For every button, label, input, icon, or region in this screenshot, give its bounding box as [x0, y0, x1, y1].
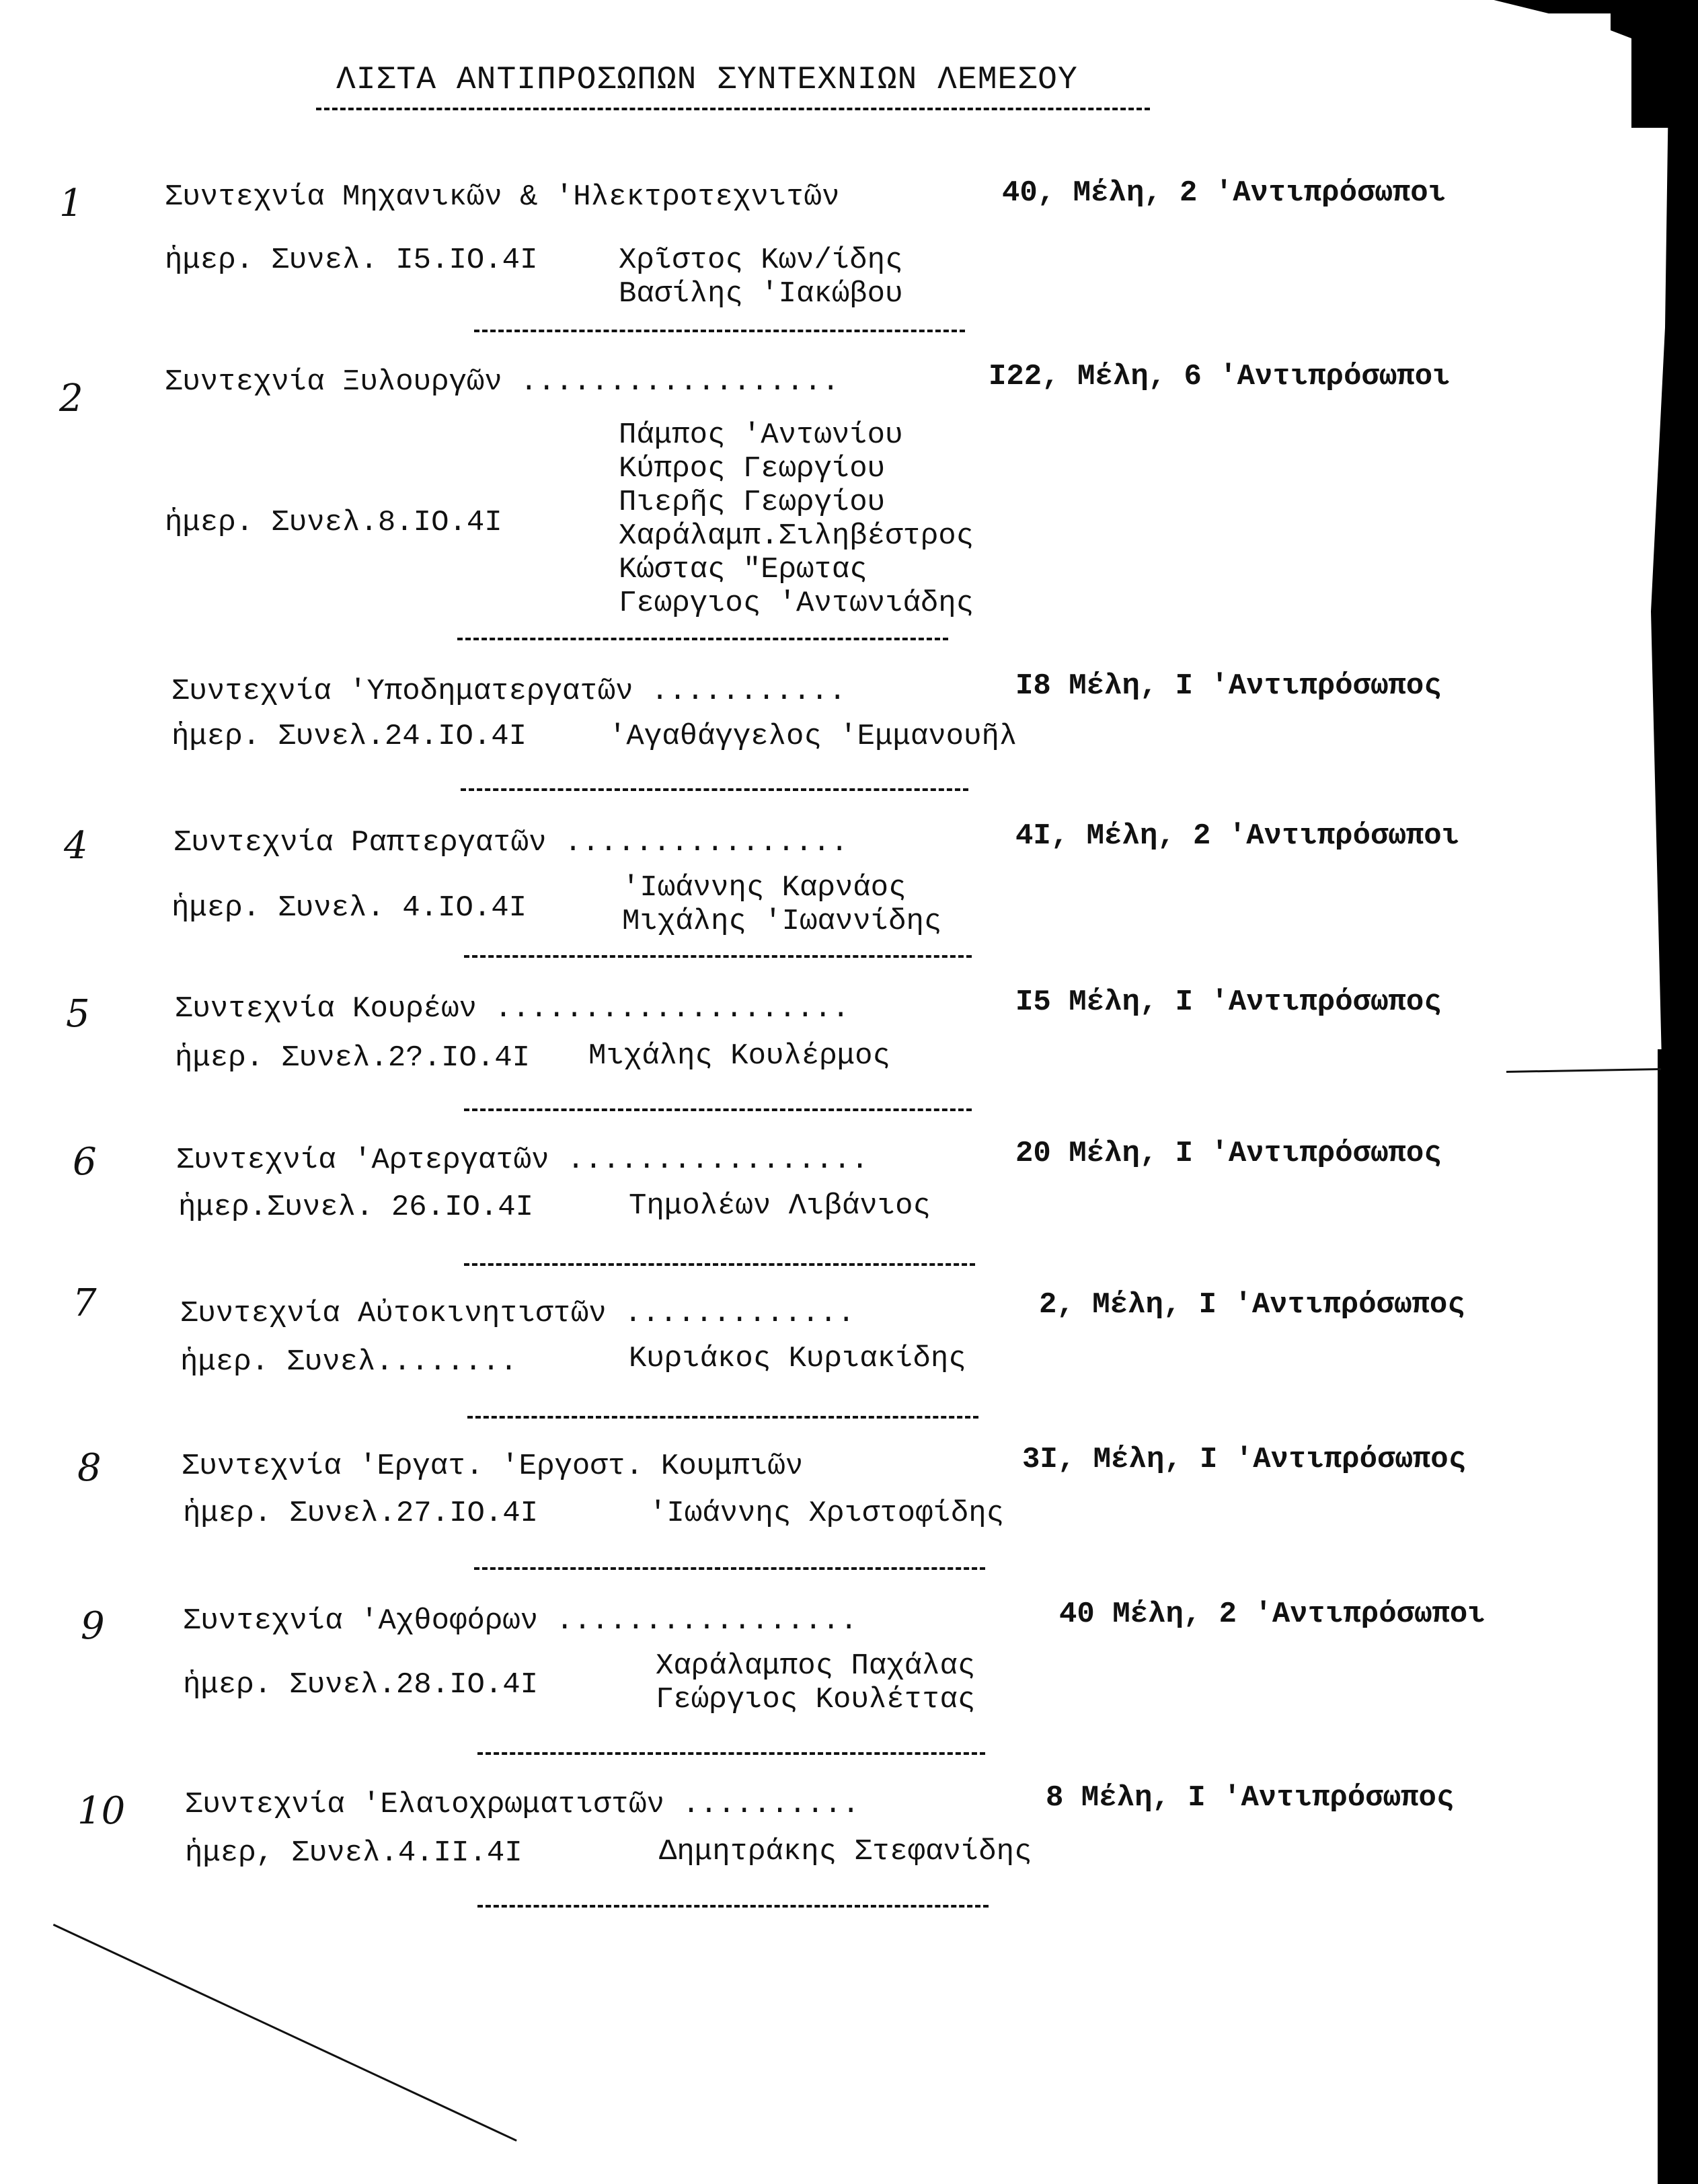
- entry-separator: [477, 1752, 985, 1755]
- entry-number: 8: [77, 1446, 102, 1490]
- representative-name: Κώστας "Ερωτας: [619, 553, 867, 587]
- representative-name: Κύπρος Γεωργίου: [619, 452, 886, 486]
- member-count: 40, Μέλη, 2 'Αντιπρόσωποι: [1002, 176, 1446, 210]
- member-count: I5 Μέλη, I 'Αντιπρόσωπος: [1015, 985, 1442, 1019]
- member-count: 2, Μέλη, I 'Αντιπρόσωπος: [1039, 1288, 1465, 1322]
- assembly-date: ἡμερ. Συνελ. 4.IO.4I: [171, 891, 527, 925]
- member-count: I8 Μέλη, I 'Αντιπρόσωπος: [1015, 669, 1442, 703]
- title-underline: [316, 108, 1150, 110]
- entry-separator: [474, 1567, 985, 1570]
- representative-name: Γεώργιος Κουλέττας: [656, 1683, 976, 1717]
- entry-number: 1: [59, 182, 83, 225]
- scan-edge-right-lower: [1658, 1049, 1698, 2184]
- union-name: Συντεχνία 'Αχθοφόρων .................: [183, 1604, 858, 1638]
- entry-number: 7: [73, 1281, 97, 1325]
- representatives-list: [588, 1039, 890, 1073]
- union-name: Συντεχνία 'Εργατ. 'Εργοστ. Κουμπιῶν: [182, 1449, 804, 1483]
- representatives-list: [619, 418, 974, 620]
- assembly-date: ἡμερ. Συνελ.8.IO.4I: [165, 506, 502, 539]
- entry-number: 9: [81, 1604, 105, 1648]
- representatives-list: [609, 720, 1017, 753]
- scan-crease-line: [1506, 1068, 1661, 1073]
- entry-number: 2: [59, 377, 83, 420]
- member-count: 20 Μέλη, I 'Αντιπρόσωπος: [1015, 1137, 1442, 1170]
- union-name: Συντεχνία Αὐτοκινητιστῶν .............: [180, 1297, 855, 1330]
- representative-name: Γεωργιος 'Αντωνιάδης: [619, 587, 974, 620]
- union-name: Συντεχνία Ξυλουργῶν ..................: [165, 365, 840, 399]
- representative-name: Τημολέων Λιβάνιος: [629, 1189, 931, 1223]
- assembly-date: ἡμερ. Συνελ........: [180, 1345, 518, 1379]
- representatives-list: [619, 243, 902, 311]
- scan-notch: [1547, 13, 1611, 114]
- representatives-list: [656, 1649, 975, 1717]
- assembly-date: ἡμερ.Συνελ. 26.IO.4I: [178, 1191, 534, 1224]
- entry-separator: [467, 1416, 978, 1419]
- member-count: 4I, Μέλη, 2 'Αντιπρόσωποι: [1015, 819, 1460, 853]
- union-name: Συντεχνία 'Υποδηματεργατῶν ...........: [171, 675, 847, 708]
- entry-number: 10: [77, 1789, 126, 1833]
- assembly-date: ἡμερ. Συνελ.2?.IO.4I: [175, 1041, 531, 1075]
- member-count: I22, Μέλη, 6 'Αντιπρόσωποι: [989, 360, 1451, 393]
- assembly-date: ἡμερ, Συνελ.4.II.4I: [185, 1836, 523, 1870]
- representatives-list: [629, 1342, 966, 1376]
- representatives-list: [659, 1835, 1032, 1869]
- entry-number: 4: [64, 824, 88, 868]
- union-name: Συντεχνία 'Ελαιοχρωματιστῶν ..........: [185, 1788, 860, 1821]
- assembly-date: ἡμερ. Συνελ.28.IO.4I: [183, 1668, 539, 1702]
- entry-separator: [457, 638, 948, 640]
- assembly-date: ἡμερ. Συνελ.27.IO.4I: [183, 1497, 539, 1530]
- assembly-date: ἡμερ. Συνελ.24.IO.4I: [171, 720, 527, 753]
- representative-name: 'Αγαθάγγελος 'Εμμανουῆλ: [609, 720, 1017, 753]
- document-title: ΛΙΣΤΑ ΑΝΤΙΠΡΟΣΩΠΩΝ ΣΥΝΤΕΧΝΙΩΝ ΛΕΜΕΣΟΥ: [336, 62, 1078, 98]
- union-name: Συντεχνία 'Αρτεργατῶν .................: [176, 1143, 869, 1177]
- entry-separator: [464, 1108, 972, 1111]
- entry-number: 6: [73, 1140, 97, 1184]
- member-count: 3I, Μέλη, I 'Αντιπρόσωπος: [1022, 1443, 1467, 1476]
- union-name: Συντεχνία Κουρέων ....................: [175, 992, 850, 1026]
- representatives-list: [649, 1497, 1004, 1530]
- entry-separator: [461, 788, 968, 791]
- representative-name: Χρῖστος Κων/ίδης: [619, 243, 903, 277]
- scan-crease-line: [53, 1924, 517, 2142]
- union-name: Συντεχνία Ραπτεργατῶν ................: [173, 826, 849, 860]
- representative-name: Μιχάλης Κουλέρμος: [588, 1039, 890, 1073]
- entry-separator: [474, 330, 965, 332]
- union-name: Συντεχνία Μηχανικῶν & 'Ηλεκτροτεχνιτῶν: [165, 180, 840, 214]
- assembly-date: ἡμερ. Συνελ. I5.IO.4I: [165, 243, 538, 277]
- entry-separator: [477, 1905, 989, 1908]
- representative-name: 'Ιωάννης Καρνάος: [622, 871, 906, 905]
- representative-name: Πιερῆς Γεωργίου: [619, 486, 886, 519]
- representative-name: Χαράλαμπος Παχάλας: [656, 1649, 976, 1683]
- representative-name: Μιχάλης 'Ιωαννίδης: [622, 905, 942, 938]
- representative-name: Κυριάκος Κυριακίδης: [629, 1342, 966, 1376]
- representative-name: Χαράλαμπ.Σιληβέστρος: [619, 519, 974, 553]
- entry-number: 5: [66, 992, 90, 1036]
- representative-name: 'Ιωάννης Χριστοφίδης: [649, 1497, 1005, 1530]
- member-count: 40 Μέλη, 2 'Αντιπρόσωποι: [1059, 1597, 1485, 1631]
- member-count: 8 Μέλη, I 'Αντιπρόσωπος: [1046, 1781, 1455, 1815]
- entry-separator: [464, 955, 972, 958]
- entry-separator: [464, 1263, 975, 1266]
- representative-name: Πάμπος 'Αντωνίου: [619, 418, 903, 452]
- representative-name: Δημητράκης Στεφανίδης: [659, 1835, 1032, 1869]
- representative-name: Βασίλης 'Ιακώβου: [619, 277, 903, 311]
- representatives-list: [622, 871, 941, 938]
- representatives-list: [629, 1189, 931, 1223]
